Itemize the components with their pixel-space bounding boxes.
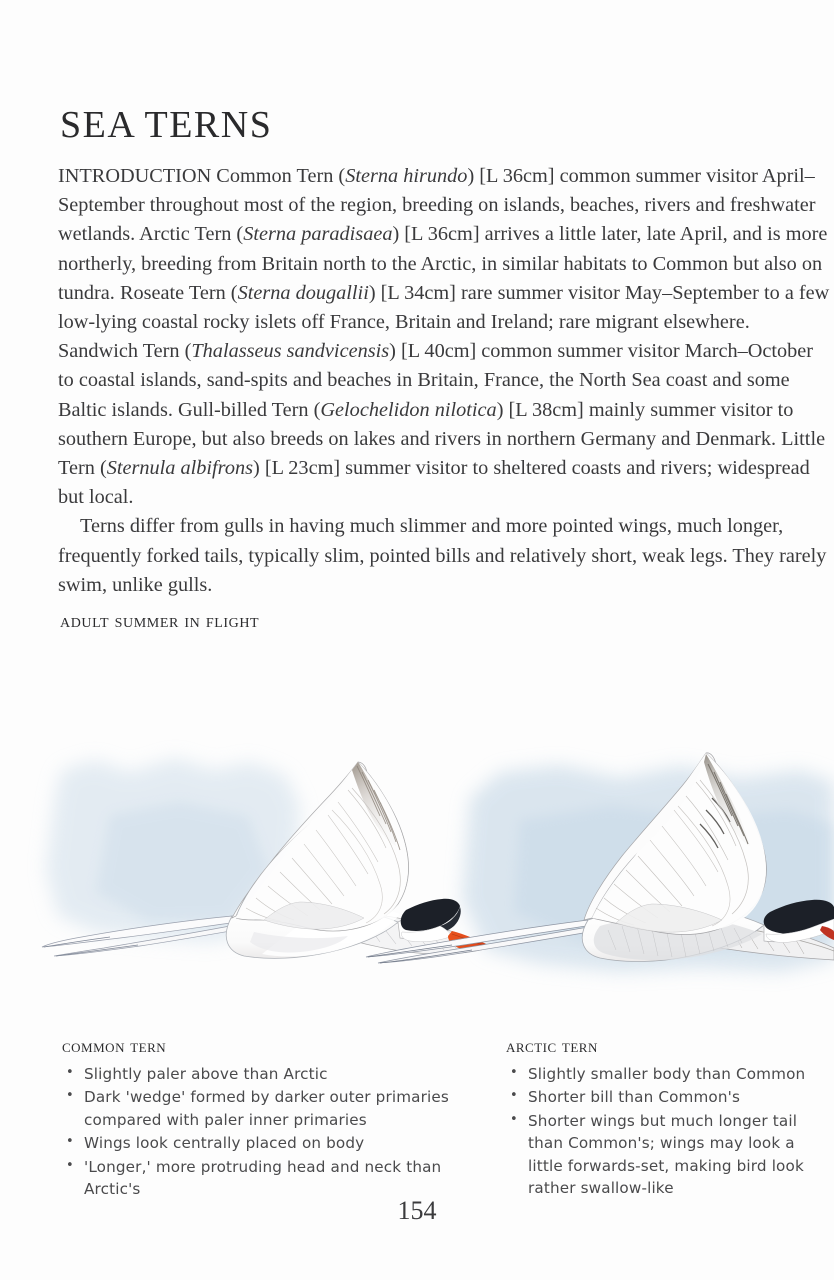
introduction-text	[58, 162, 830, 600]
caption-common-tern	[62, 1036, 492, 1201]
plate-heading: adult summer in flight	[60, 611, 260, 632]
list-item: • Shorter wings but much longer tail than Common's; wings may look a little forwards-set, making bird look rather swallow-like	[506, 1110, 831, 1200]
caption-bullet-list	[506, 1063, 831, 1199]
intro-paragraph-1: INTRODUCTION Common Tern (Sterna hirundo) [L 36cm] common summer visitor April–September throughout most of the region, breeding on islands, beaches, rivers and freshwater wetlands. Arctic Tern (Sterna paradisaea) [L 36cm] arrives a little later, late April, and is more northerly, breeding from Britain north to the Arctic, in similar habitats to Common but also on tundra. Roseate Tern (Sterna dougallii) [L 34cm] rare summer visitor May–September to a few low-lying coastal rocky islets off France, Britain and Ireland; rare migrant elsewhere. Sandwich Tern (Thalasseus sandvicensis) [L 40cm] common summer visitor March–October to coastal islands, sand-spits and beaches in Britain, France, the North Sea coast and some Baltic islands. Gull-billed Tern (Gelochelidon nilotica) [L 38cm] mainly summer visitor to southern Europe, but also breeds on lakes and rivers in northern Germany and Denmark. Little Tern (Sternula albifrons) [L 23cm] summer visitor to sheltered coasts and rivers; widespread but local.	[58, 165, 830, 509]
illustration-plate	[0, 620, 834, 1020]
list-item: • Slightly paler above than Arctic	[62, 1063, 492, 1085]
caption-title: arctic tern	[506, 1036, 598, 1057]
intro-paragraph-2: Terns differ from gulls in having much slimmer and more pointed wings, much longer, frequently forked tails, typically slim, pointed bills and relatively short, weak legs. They rarely swim, unlike gulls.	[58, 515, 827, 596]
caption-arctic-tern	[506, 1036, 831, 1200]
page-title: SEA TERNS	[60, 104, 273, 147]
list-item: • Shorter bill than Common's	[506, 1086, 831, 1108]
caption-title: common tern	[62, 1036, 167, 1057]
page-number: 154	[397, 1196, 437, 1225]
list-item: • Dark 'wedge' formed by darker outer primaries compared with paler inner primaries	[62, 1086, 492, 1131]
terns-in-flight-artwork	[0, 620, 834, 1020]
list-item: • Wings look centrally placed on body	[62, 1132, 492, 1154]
caption-bullet-list	[62, 1063, 492, 1200]
list-item: • Slightly smaller body than Common	[506, 1063, 831, 1085]
list-item: • 'Longer,' more protruding head and neck than Arctic's	[62, 1156, 492, 1201]
